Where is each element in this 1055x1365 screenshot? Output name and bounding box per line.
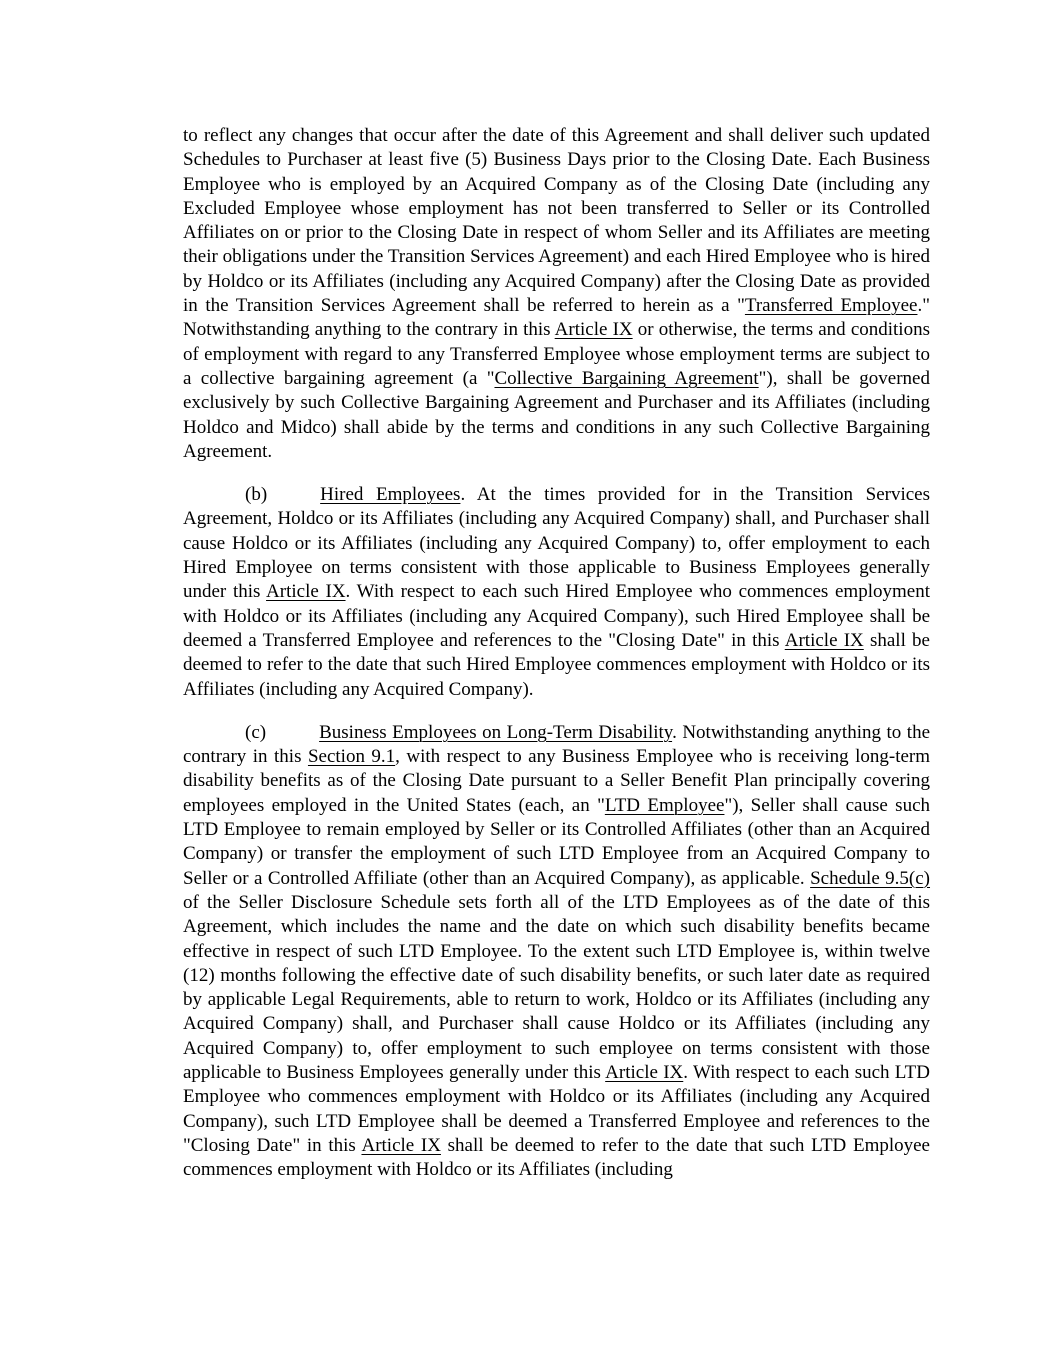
text-run: to reflect any changes that occur after the date of this Agreement and shall deliver such updated Schedules to Purchaser at least five (5) Business Days prior to the Closing Date. Each Business Employee who is employed by an Acquired Company as of the Closing Date (including any Excluded Employee whose employment has not been transferred to Seller or its Controlled Affiliates on or prior to the Closing Date in respect of whom Seller and its Affiliates are meeting their obligations under the Transition Services Agreement) and each Hired Employee who is hired by Holdco or its Affiliates (including any Acquired Company) after the Closing Date as provided in the Transition Services Agreement shall be referred to herein as a " [183,125,930,317]
text-run: . At the times provided for in the Transition Services Agreement, Holdco or its Affiliates (including any Acquired Company) shall, and Purchaser shall cause Holdco or its Affiliates (including any Acquired Company) to, offer employment to each Hired Employee on terms consistent with those applicable to Business Employees generally under this [183,484,930,603]
text-run: of the Seller Disclosure Schedule sets forth all of the LTD Employees as of the date of this Agreement, which includes the name and the date on which such disability benefits became effective in respect of such LTD Employee. To the extent such LTD Employee is, within twelve (12) months following the effective date of such disability benefits, or such later date as required by applicable Legal Requirements, able to return to work, Holdco or its Affiliates (including any Acquired Company) shall, and Purchaser shall cause Holdco or its Affiliates (including any Acquired Company) to, offer employment to such employee on terms consistent with those applicable to Business Employees generally under this [183,891,930,1083]
defined-term: Business Employees on Long-Term Disability [319,721,673,743]
text-run: , with respect to any Business Employee who is receiving long-term disability benefits as of the Closing Date pursuant to a Seller Benefit Plan principally covering employees employed in the United States (each, an " [183,746,931,816]
defined-term: Collective Bargaining Agreement [494,367,759,389]
defined-term: Schedule 9.5(c) [810,867,931,889]
defined-term: Section 9.1 [307,746,396,768]
paragraph [183,124,930,464]
defined-term: Transferred Employee [744,295,918,317]
paragraph-label: (b) [245,484,268,506]
document-body [183,124,930,1182]
defined-term: Article IX [361,1134,441,1156]
paragraph-label: (c) [245,721,267,743]
defined-term: Hired Employees [320,484,461,506]
defined-term: Article IX [266,581,346,603]
text-run: . With respect to each such Hired Employee who commences employment with Holdco or its Affiliates (including any Acquired Company), such Hired Employee shall be deemed a Transferred Employee and references to the "Closing Date" in this [183,581,930,651]
text-run: "), Seller shall cause such LTD Employee to remain employed by Seller or its Controlled Affiliates (other than an Acquired Company) or transfer the employment of such LTD Employee from an Acquired Company to Seller or a Controlled Affiliate (other than an Acquired Company), as applicable. [183,794,931,889]
defined-term: Article IX [554,319,633,341]
defined-term: Article IX [784,629,864,651]
defined-term: Article IX [605,1061,684,1083]
paragraph [183,721,930,1183]
text-run: ." Notwithstanding anything to the contrary in this [183,295,930,341]
text-run: shall be deemed to refer to the date that such LTD Employee commences employment with Holdco or its Affiliates (including [183,1134,930,1181]
text-run: . Notwithstanding anything to the contrary in this [183,721,930,768]
text-run: shall be deemed to refer to the date that such Hired Employee commences employment with Holdco or its Affiliates (including any Acquired Company). [183,629,930,700]
text-run: "), shall be governed exclusively by such Collective Bargaining Agreement and Purchaser and its Affiliates (including Holdco and Midco) shall abide by the terms and conditions in any such Collective Bargaining Agreement. [183,367,930,462]
text-run: . With respect to each such LTD Employee who commences employment with Holdco or its Affiliates (including any Acquired Company), such LTD Employee shall be deemed a Transferred Employee and references to the "Closing Date" in this [183,1061,930,1156]
paragraph [183,483,930,702]
text-run: or otherwise, the terms and conditions of employment with regard to any Transferred Employee whose employment terms are subject to a collective bargaining agreement (a " [183,319,930,389]
defined-term: LTD Employee [604,794,725,816]
paragraphs-container [183,124,930,1182]
